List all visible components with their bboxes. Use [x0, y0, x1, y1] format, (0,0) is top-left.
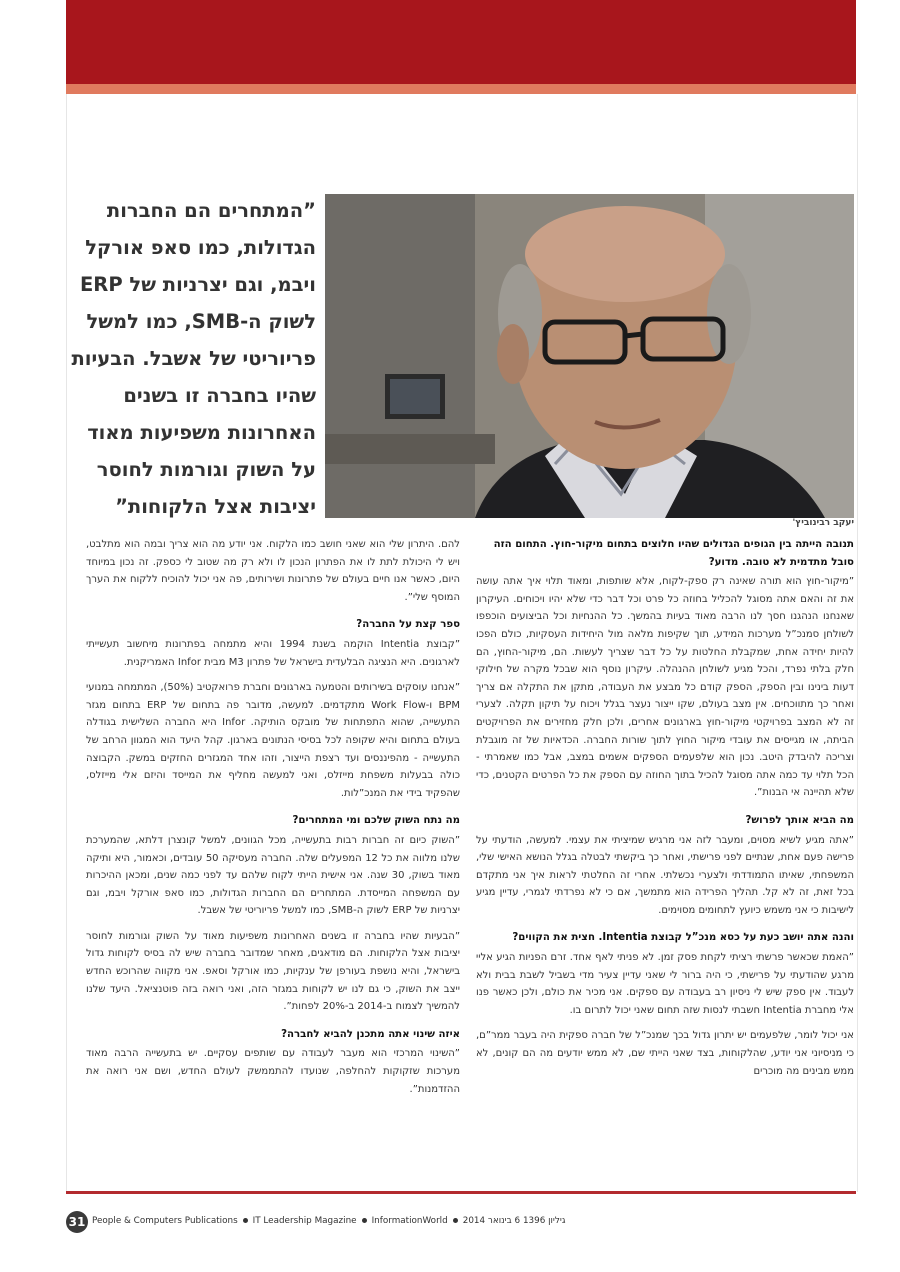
footer-publication-line	[92, 1216, 565, 1226]
interview-answer: אני יכול לומר, שלפעמים יש יתרון גדול בכך שמנכ”ל של חברה ספקית היה בעבר ממר”ם, כי מניסיוני אני יודע, שהלקוחות, בצד שאני הייתי שם, לא ממש יודעים מה הם קונים, לא ממש מבינים מה מוכרים	[476, 1030, 854, 1077]
footer-issue: גיליון 1396 6 בינואר 2014	[462, 1216, 566, 1226]
footer-site: InformationWorld	[371, 1216, 448, 1226]
interview-answer: ”קבוצת Intentia הוקמה בשנת 1994 והיא מתמחה בפתרונות מיחשוב תעשייתי לארגונים. היא הנציגה הבלעדית בישראל של פתרון M3 מבית Infor האמריקנית.	[86, 638, 461, 668]
interview-answer: ”הבעיות שהיו בחברה זו בשנים האחרונות משפיעות מאוד על השוק וגורמות לחוסר יציבות אצל הלקוחות. הם מודאגים, מאחר שמדובר בחברה שיש לה בסיס לקוחות גדול בישראל, והיא נושפת בעורפן של ענקיות, כמו אורקל וסאפ. אני מקווה שהרוכש החדש ייצב את השוק, כי גם לנו יש לקוחות במגזר הזה, ואני רואה בזה פוטנציאל. היעד שלנו להמשיך לצמוח ב-2014 ב-20% לפחות”.	[86, 930, 460, 1013]
interview-answer: ”האמת שכאשר פרשתי רציתי לקחת פסק זמן. לא פניתי לאף אחד. זרם הפניות הגיע אליי מרגע שהודעתי על פרישתי, כי היה ברור לי שאני עדיין צעיר מדי בשביל לשבת בבית ולא לעבוד. אין ספק שיש לי ניסיון רב בעבודה עם ספקים. אני מכיר את כולם, ולכן כאשר פנו אלי מחברת Intentia חשבתי לנסות שזה תחום שאני יכול לתרום בו.	[476, 952, 854, 1016]
header-color-band	[66, 0, 856, 84]
photo-caption: יעקב רבינוביץ'	[792, 518, 854, 528]
interview-answer: ”השינוי המרכזי הוא מעבר לעבודה עם שותפים עסקיים. יש בתעשייה הרבה מאוד מערכות שזקוקות להחלפה, שנועדו להתממשק לעולם החדש, ושם אני רואה את ההזדמנות”.	[86, 1048, 460, 1095]
interview-answer: להם. היתרון שלי הוא שאני חושב כמו הלקוח. אני יודע מה הוא צריך ובמה הוא מתלבט, ויש לי היכולת לתת לו את הפתרון הנכון לו ולא רק מה שטוב לי כספק. זה נכון במיוחד היום, כאשר אנו חיים בעולם של פתרונות ושירותים, פה אני יכול להוכיח ללקוח את הערך המוסף שלי”.	[86, 539, 460, 603]
article-column-left	[86, 536, 460, 1106]
interview-question: והנה אתה יושב כעת על כסא מנכ”ל קבוצת Intentia. חצית את הקווים?	[512, 932, 854, 944]
interview-question: איזה שינוי אתה מתכנן להביא לחברה?	[281, 1028, 460, 1040]
page-footer	[66, 1211, 856, 1235]
article-column-right	[476, 536, 854, 1088]
portrait-illustration	[325, 194, 854, 518]
footer-publisher: People & Computers Publications	[92, 1216, 238, 1226]
interview-question: ספר קצת על החברה?	[356, 619, 460, 631]
bullet-separator-icon	[453, 1218, 458, 1223]
interview-answer: ”אתה מגיע לשיא מסוים, ומעבר לזה אני מרגיש שמיציתי את עצמי. למעשה, הודעתי על פרישה פעם אחת, שנתיים לפני פרישתי, ואחר כך ביקשתי לבטלה בגלל הנושא האישי שלי, המשפחתי, שאיתו התמודדתי ולצערי נכשלתי. אחרי זה החלטתי לראות איך אני מתקדם בכל זאת, זה לא קל. תהליך הפרידה הוא מתמשך, אם כי לא נפרדתי לגמרי, עדיין מגיע לישיבות כי אני משמש כיועץ לתחומים מסוימים.	[476, 834, 854, 916]
header-accent-line	[66, 84, 856, 94]
interview-question: מה הביא אותך לפרוש?	[745, 814, 854, 826]
footer-rule	[66, 1191, 856, 1194]
pull-quote: ”המתחרים הם החברות הגדולות, כמו סאפ אורקל ויבמ, וגם יצרניות של ERP לשוק ה-SMB, כמו למשל פריוריטי של אשבל. הבעיות שהיו בחברה זו בשנים האחרונות משפיעות מאוד על השוק וגורמות לחוסר יציבות אצל הלקוחות”	[71, 199, 316, 518]
interview-question: מה נתח השוק שלכם ומי המתחרים?	[292, 815, 460, 827]
bullet-separator-icon	[243, 1218, 248, 1223]
interview-answer: ”מיקור-חוץ הוא תורה שאינה רק ספק-לקוח, אלא שותפות, ומאוד תלוי איך אתה עושה את זה והאם אתה מסוגל להכליל בחוזה כל פרט וכל דבר כדי שלא יהיו ויכוחים. העיקרון שאנחנו הנהגנו חסך לנו הרבה מאוד בעיות בהמשך. כל ההנחיות וכל הביצועים הוכפפו לשולחן סמנכ”ל מערכות המידע, תוך שקיפות מלאה מול היחידות העסקיות, כולם הפכו להיות יחידה אחת, שמקבלת החלטות על כל דבר שצריך לעשות. הם, מיקור-החוץ, הם חלק בלתי נפרד, והכל מגיע לשולחן ההנהלה. עיקרון נוסף הוא שבכל מקרה של חילוקי דעות בינינו ובין הספק, הספק קודם כל מבצע את העבודה, מתקן את התקלה אם צריך ואחר כך מתווכחים. אין מצב בעולם, שקו ייצור נעצר בגלל ויכוח על תיקון תקלה. לצערי זה לא המצב בפרויקטי מיקור-חוץ בארגונים אחרים, ולכן חלק מחזירים את הפרויקטים הביתה, או מגייסים את עובדי מיקור החוץ לתוך שורות החברה. הכדאיות של זה מוגבלת וצריכה להיבדק היטב. נכון הוא שלפעמים הספקים אשמים במצב, אבל כמו שאמרתי - הכל תלוי עד כמה אתה מסוגל להכיל בתוך החוזה עם הספק את כל הפרטים הקטנים, כדי שלא תהיינה אי הבנות”.	[476, 576, 854, 799]
portrait-photo	[325, 194, 854, 518]
interview-answer: ”אנחנו עוסקים בשירותים והטמעה בארגונים וחברת פרואקטיב (50%), המתמחה במנועי BPM ו-Work Flow מתקדמים. למעשה, מדובר פה בתחום של ERP בתחום מגזר התעשייה, שהוא התפתחות של מובקס הותיקה. Infor היא החברה השלישית בגודלה בעולם בתחום והיא שקופה לכל בסיסי הנתונים בארגון. קהל היעד הוא המגוון הרחב של התעשייה - מהפיננסים ועד רצפת הייצור, וזהו אחד המגזרים החזקים במשק. הקבוצה כולה בבעלות משפחת מייזלס, ואני למעשה מחליף את המייסד והיזם אלי מייזלס, שהפקיד בידי את המנכ”לות.	[86, 682, 461, 799]
bullet-separator-icon	[362, 1218, 367, 1223]
interview-answer: ”השוק כיום זה חברות רבות בתעשייה, מכל הגוונים, למשל קונצרן דלתא, שהמערכת שלנו מלווה את כל 12 המפעלים שלה. החברה מעסיקה 50 עובדים, וכאמור, היא ותיקה מאוד בשוק, 30 שנה. אני אישית הייתי לקוח שלהם עד לפני כמה שנים, ומכאן ההיכרות עם המשפחה המייסדת. המתחרים הם החברות הגדולות, כמו סאפ אורקל ויבמ, וגם יצרניות של ERP לשוק ה-SMB, כמו למשל פריוריטי של אשבל.	[86, 834, 460, 917]
interview-question: תנובה הייתה בין הגופים הגדולים שהיו חלוצים בתחום מיקור-חוץ. התחום הזה סובל מתדמית לא טובה. מדוע?	[493, 539, 854, 568]
page-number-badge: 31	[66, 1211, 88, 1233]
footer-magazine: IT Leadership Magazine	[252, 1216, 357, 1226]
